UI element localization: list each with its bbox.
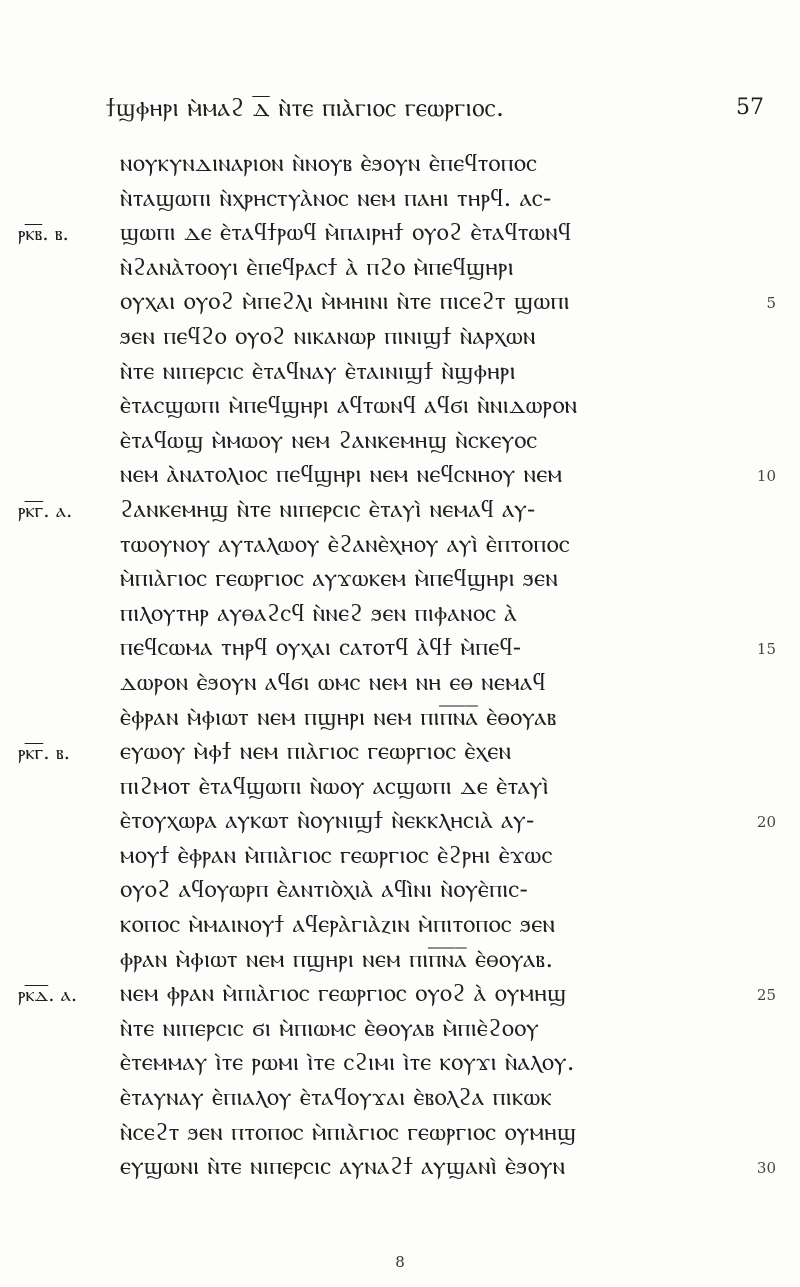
line-text: ⲡⲉϥⲥⲱⲙⲁ ⲧⲏⲣϥ ⲟⲩⲭⲁⲓ ⲥⲁⲧⲟⲧϥ ⲁ̀ϥϯ ⲙ̀ⲡⲉϥ-: [120, 632, 522, 662]
signature-mark: 8: [395, 1253, 405, 1271]
line-text: ⲉ̀ⲧⲟⲩⲭⲱⲣⲁ ⲁⲩⲕⲱⲧ ⲛ̀ⲟⲩⲛⲓϣϯ ⲛ̀ⲉⲕⲕⲗⲏⲥⲓⲁ̀ ⲁⲩ-: [120, 805, 535, 835]
line-text: ⲉ̀ⲫⲣⲁⲛ ⲙ̀ⲫⲓⲱⲧ ⲛⲉⲙ ⲡϣⲏⲣⲓ ⲛⲉⲙ ⲡⲓⲡ̅ⲛ̅ⲁ̅ ⲉ̀ⲑⲟⲩⲁⲃ: [120, 701, 557, 731]
text-line: [0, 182, 800, 217]
line-text: ⲛⲉⲙ ⲫⲣⲁⲛ ⲙ̀ⲡⲓⲁ̀ⲅⲓⲟⲥ ⲅⲉⲱⲣⲅⲓⲟⲥ ⲟⲩⲟϩ ⲁ̀ ⲟⲩⲙⲏϣ: [120, 978, 567, 1008]
text-line: [0, 320, 800, 355]
line-text: ⲧⲱⲟⲩⲛⲟⲩ ⲁⲩⲧⲁⲗⲱⲟⲩ ⲉ̀ϩⲁⲛⲉ̀ⲭⲏⲟⲩ ⲁⲩⲓ̀ ⲉ̀ⲡⲧⲟⲡⲟⲥ: [120, 528, 570, 558]
text-line: [0, 735, 800, 770]
margin-reference: ⲣⲕ̅ⲇ̅. ⲁ.: [18, 982, 78, 1007]
line-text: ϩⲁⲛⲕⲉⲙⲏϣ ⲛ̀ⲧⲉ ⲛⲓⲡⲉⲣⲥⲓⲥ ⲉ̀ⲧⲁⲩⲓ̀ ⲛⲉⲙⲁϥ ⲁⲩ-: [120, 493, 536, 523]
text-line: [0, 1150, 800, 1185]
text-line: [0, 1012, 800, 1047]
margin-reference: ⲣⲕ̅ⲅ̅. ⲁ.: [18, 497, 73, 522]
line-number: 25: [756, 986, 776, 1005]
line-number: 15: [756, 640, 776, 659]
text-line: [0, 251, 800, 286]
line-text: ⲛ̀ⲧⲉ ⲛⲓⲡⲉⲣⲥⲓⲥ ⲉ̀ⲧⲁϥⲛⲁⲩ ⲉ̀ⲧⲁⲓⲛⲓϣϯ ⲛ̀ϣⲫⲏⲣⲓ: [120, 355, 516, 385]
line-text: ⲉ̀ⲧⲁⲩⲛⲁⲩ ⲉ̀ⲡⲓⲁⲗⲟⲩ ⲉ̀ⲧⲁϥⲟⲩϫⲁⲓ ⲉ̀ⲃⲟⲗϩⲁ ⲡⲓⲕⲱⲕ: [120, 1082, 552, 1112]
text-line: [0, 804, 800, 839]
line-text: ⲡⲓⲗⲟⲩⲧⲏⲣ ⲁⲩⲑⲁϩⲥϥ ⲛ̀ⲛⲉϩ ϧⲉⲛ ⲡⲓⲫⲁⲛⲟⲥ ⲁ̀: [120, 597, 518, 627]
text-line: [0, 701, 800, 736]
text-line: [0, 1081, 800, 1116]
line-text: ⲇⲱⲣⲟⲛ ⲉ̀ϧⲟⲩⲛ ⲁϥϭⲓ ⲱⲙⲥ ⲛⲉⲙ ⲛⲏ ⲉⲑ ⲛⲉⲙⲁϥ: [120, 666, 546, 696]
text-line: [0, 666, 800, 701]
line-text: ⲉⲩⲱⲟⲩ ⲙ̀ⲫϯ ⲛⲉⲙ ⲡⲓⲁ̀ⲅⲓⲟⲥ ⲅⲉⲱⲣⲅⲓⲟⲥ ⲉ̀ⲭⲉⲛ: [120, 736, 512, 766]
line-text: ⲛⲉⲙ ⲁ̀ⲛⲁⲧⲟⲗⲓⲟⲥ ⲡⲉϥϣⲏⲣⲓ ⲛⲉⲙ ⲛⲉϥⲥⲛⲏⲟⲩ ⲛⲉⲙ: [120, 459, 563, 489]
line-text: ϧⲉⲛ ⲡⲉϥϩⲟ ⲟⲩⲟϩ ⲛⲓⲕⲁⲛⲱⲣ ⲡⲓⲛⲓϣϯ ⲛ̀ⲁⲣⲭⲱⲛ: [120, 320, 536, 350]
line-text: ⲕⲟⲡⲟⲥ ⲙ̀ⲙⲁⲓⲛⲟⲩϯ ⲁϥⲉⲣⲁ̀ⲅⲓⲁ̀ⲍⲓⲛ ⲙ̀ⲡⲓⲧⲟⲡⲟⲥ ϧⲉⲛ: [120, 909, 556, 939]
line-text: ⲛⲟⲩⲕⲩⲛⲇⲓⲛⲁⲣⲓⲟⲛ ⲛ̀ⲛⲟⲩⲃ ⲉ̀ϧⲟⲩⲛ ⲉ̀ⲡⲉϥⲧⲟⲡⲟⲥ: [120, 148, 538, 177]
margin-reference: ⲣⲕ̅ⲃ̅. ⲃ.: [18, 221, 69, 246]
line-text: ⲙⲟⲩϯ ⲉ̀ⲫⲣⲁⲛ ⲙ̀ⲡⲓⲁ̀ⲅⲓⲟⲥ ⲅⲉⲱⲣⲅⲓⲟⲥ ⲉ̀ϩⲣⲏⲓ ⲉ̀ϫⲱⲥ: [120, 839, 553, 869]
line-text: ⲛ̀ⲧⲉ ⲛⲓⲡⲉⲣⲥⲓⲥ ϭⲓ ⲙ̀ⲡⲓⲱⲙⲥ ⲉ̀ⲑⲟⲩⲁⲃ ⲙ̀ⲡⲓⲉ̀ϩⲟⲟⲩ: [120, 1012, 540, 1042]
text-line: [0, 1046, 800, 1081]
text-line: [0, 147, 800, 182]
text-line: [0, 597, 800, 632]
line-number: 10: [756, 467, 776, 486]
text-line: [0, 528, 800, 563]
margin-reference: ⲣⲕ̅ⲅ̅. ⲃ.: [18, 740, 70, 765]
line-number: 5: [766, 294, 776, 313]
text-line: [0, 631, 800, 666]
text-line: [0, 1116, 800, 1151]
line-text: ⲛ̀ⲧⲁϣⲱⲡⲓ ⲛ̀ⲭⲣⲏⲥⲧⲩⲁ̀ⲛⲟⲥ ⲛⲉⲙ ⲡⲁⲏⲓ ⲧⲏⲣϥ. ⲁⲥ-: [120, 182, 552, 212]
running-title: ϯϣⲫⲏⲣⲓ ⲙ̀ⲙⲁϩ ⲇ̅ ⲛ̀ⲧⲉ ⲡⲓⲁ̀ⲅⲓⲟⲥ ⲅⲉⲱⲣⲅⲓⲟⲥ.: [106, 93, 505, 122]
line-text: ⲙ̀ⲡⲓⲁ̀ⲅⲓⲟⲥ ⲅⲉⲱⲣⲅⲓⲟⲥ ⲁⲩϫⲱⲕⲉⲙ ⲙ̀ⲡⲉϥϣⲏⲣⲓ ϧⲉⲛ: [120, 563, 559, 593]
text-line: [0, 285, 800, 320]
text-line: [0, 355, 800, 390]
line-text: ⲟⲩⲭⲁⲓ ⲟⲩⲟϩ ⲙ̀ⲡⲉϩⲗⲓ ⲙ̀ⲙⲏⲓⲛⲓ ⲛ̀ⲧⲉ ⲡⲓⲥⲉϩⲧ ϣⲱⲡⲓ: [120, 286, 570, 316]
page-number: 57: [736, 95, 764, 120]
text-line: [0, 943, 800, 978]
line-text: ϣⲱⲡⲓ ⲇⲉ ⲉ̀ⲧⲁϥϯⲣⲱϥ ⲙ̀ⲡⲁⲓⲣⲏϯ ⲟⲩⲟϩ ⲉ̀ⲧⲁϥⲧⲱⲛϥ: [120, 217, 572, 247]
text-line: [0, 424, 800, 459]
text-line: [0, 493, 800, 528]
line-text: ⲟⲩⲟϩ ⲁϥⲟⲩⲱⲣⲡ ⲉ̀ⲁⲛⲧⲓⲟ̀ⲭⲓⲁ̀ ⲁϥⲓ̀ⲛⲓ ⲛ̀ⲟⲩⲉ̀ⲡⲓⲥ-: [120, 874, 529, 904]
line-text: ⲛ̀ϩⲁⲛⲁ̀ⲧⲟⲟⲩⲓ ⲉ̀ⲡⲉϥⲣⲁⲥϯ ⲁ̀ ⲡϩⲟ ⲙ̀ⲡⲉϥϣⲏⲣⲓ: [120, 251, 514, 281]
line-text: ⲉ̀ⲧⲁϥⲱϣ ⲙ̀ⲙⲱⲟⲩ ⲛⲉⲙ ϩⲁⲛⲕⲉⲙⲏϣ ⲛ̀ⲥⲕⲉⲩⲟⲥ: [120, 424, 538, 454]
running-header: [106, 93, 764, 127]
text-line: [0, 873, 800, 908]
line-text: ⲉ̀ⲧⲁⲥϣⲱⲡⲓ ⲙ̀ⲡⲉϥϣⲏⲣⲓ ⲁϥⲧⲱⲛϥ ⲁϥϭⲓ ⲛ̀ⲛⲓⲇⲱⲣⲟⲛ: [120, 390, 578, 420]
text-line: [0, 770, 800, 805]
text-body: [0, 147, 800, 1185]
text-line: [0, 839, 800, 874]
line-number: 30: [756, 1159, 776, 1178]
line-text: ⲉⲩϣⲱⲛⲓ ⲛ̀ⲧⲉ ⲛⲓⲡⲉⲣⲥⲓⲥ ⲁⲩⲛⲁϩϯ ⲁⲩϣⲁⲛⲓ̀ ⲉ̀ϧⲟⲩⲛ: [120, 1151, 566, 1181]
line-number: 20: [756, 813, 776, 832]
text-line: [0, 389, 800, 424]
text-line: [0, 458, 800, 493]
text-line: [0, 977, 800, 1012]
line-text: ⲉ̀ⲧⲉⲙⲙⲁⲩ ⲓ̀ⲧⲉ ⲣⲱⲙⲓ ⲓ̀ⲧⲉ ⲥϩⲓⲙⲓ ⲓ̀ⲧⲉ ⲕⲟⲩϫⲓ ⲛ̀ⲁⲗⲟⲩ.: [120, 1047, 575, 1077]
text-line: [0, 908, 800, 943]
line-text: ⲛ̀ⲥⲉϩⲧ ϧⲉⲛ ⲡⲧⲟⲡⲟⲥ ⲙ̀ⲡⲓⲁ̀ⲅⲓⲟⲥ ⲅⲉⲱⲣⲅⲓⲟⲥ ⲟⲩⲙⲏϣ: [120, 1116, 577, 1146]
line-text: ⲡⲓϩⲙⲟⲧ ⲉ̀ⲧⲁϥϣⲱⲡⲓ ⲛ̀ⲱⲟⲩ ⲁⲥϣⲱⲡⲓ ⲇⲉ ⲉ̀ⲧⲁⲩⲓ̀: [120, 770, 549, 800]
text-line: [0, 562, 800, 597]
text-line: [0, 216, 800, 251]
line-text: ⲫⲣⲁⲛ ⲙ̀ⲫⲓⲱⲧ ⲛⲉⲙ ⲡϣⲏⲣⲓ ⲛⲉⲙ ⲡⲓⲡ̅ⲛ̅ⲁ̅ ⲉ̀ⲑⲟⲩⲁⲃ.: [120, 943, 554, 973]
